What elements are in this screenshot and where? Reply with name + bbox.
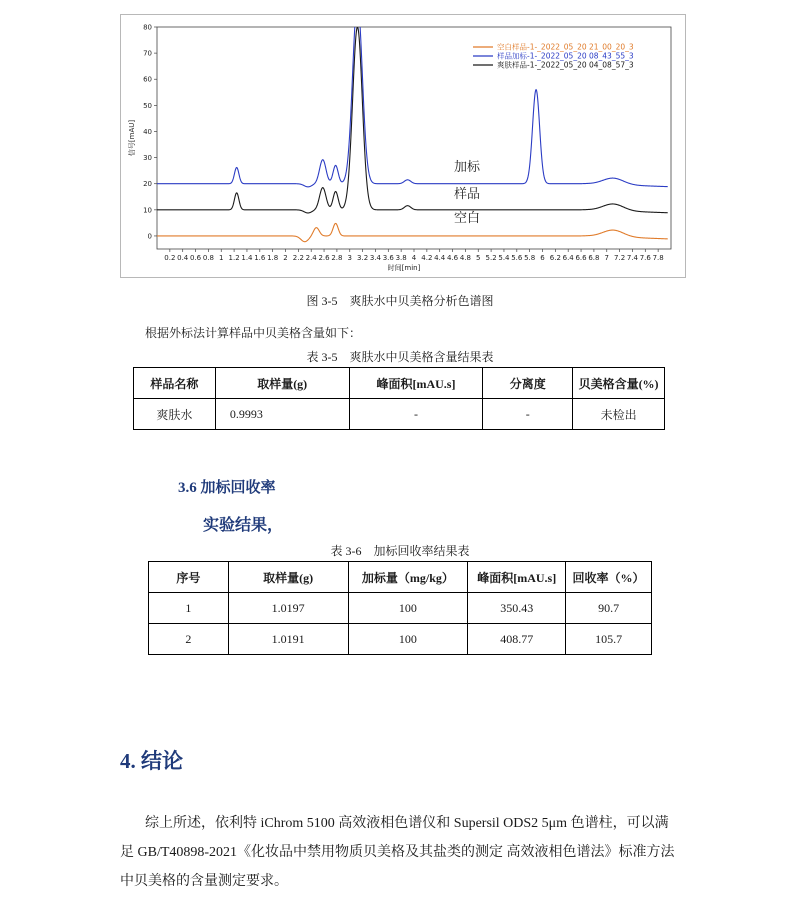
trace-annotation: 样品 (454, 187, 481, 202)
x-tick-label: 2.8 (331, 254, 343, 262)
table-cell: 1.0197 (228, 593, 348, 624)
x-tick-label: 4 (411, 254, 417, 262)
y-tick-label: 70 (143, 49, 152, 58)
x-tick-label: 3.6 (382, 254, 394, 262)
header-cell: 峰面积[mAU.s] (349, 368, 483, 399)
header-cell: 回收率（%） (566, 562, 652, 593)
x-tick-label: 5 (476, 254, 481, 262)
header-cell: 峰面积[mAU.s] (468, 562, 566, 593)
recovery-result-table (148, 561, 652, 655)
header-cell: 序号 (149, 562, 229, 593)
y-axis-label: 信号[mAU] (128, 119, 136, 157)
trace-annotation: 空白 (454, 211, 481, 226)
table-cell: - (349, 399, 483, 430)
series-line (157, 15, 668, 187)
x-tick-label: 7.4 (626, 254, 639, 262)
conclusion-line: 中贝美格的含量测定要求。 (120, 874, 288, 889)
header-cell: 分离度 (483, 368, 573, 399)
x-tick-label: 5.2 (485, 254, 497, 262)
x-tick-label: 4.6 (446, 254, 459, 262)
x-tick-label: 6.4 (562, 254, 574, 262)
header-cell: 样品名称 (134, 368, 216, 399)
section-subheading: 实验结果， (203, 517, 284, 534)
table-header-row (134, 368, 665, 399)
x-tick-label: 2.2 (292, 254, 304, 262)
table-cell: 未检出 (573, 399, 665, 430)
table-row (149, 593, 652, 624)
x-tick-label: 2 (283, 254, 288, 262)
y-tick-label: 40 (143, 127, 152, 136)
x-tick-label: 6.2 (549, 254, 561, 262)
x-tick-label: 1.2 (228, 254, 240, 262)
x-tick-label: 5.4 (498, 254, 510, 262)
y-tick-label: 80 (143, 23, 152, 32)
y-tick-label: 30 (143, 154, 152, 163)
table-cell: 0.9993 (215, 399, 349, 430)
x-axis-label: 时间[min] (387, 264, 421, 272)
x-tick-label: 1.6 (254, 254, 266, 262)
section-heading: 3.6 加标回收率 (178, 480, 276, 496)
y-tick-label: 60 (143, 75, 152, 84)
table-cell: - (483, 399, 573, 430)
content-result-table (133, 367, 665, 430)
series-line (157, 223, 668, 241)
x-tick-label: 1.8 (267, 254, 279, 262)
y-tick-label: 20 (143, 180, 152, 189)
legend-entry: 爽肤样品-1-_2022_05_20 04_08_57_3 (497, 60, 634, 70)
table1-title: 表 3-5 爽肤水中贝美格含量结果表 (306, 350, 494, 364)
table-cell: 350.43 (468, 593, 566, 624)
x-tick-label: 3.8 (395, 254, 407, 262)
table-row (149, 624, 652, 655)
x-tick-label: 0.8 (202, 254, 214, 262)
table-cell: 408.77 (468, 624, 566, 655)
x-tick-label: 3.4 (369, 254, 382, 262)
trace-annotation: 加标 (454, 160, 481, 175)
x-tick-label: 0.2 (164, 254, 176, 262)
table-cell: 1 (149, 593, 229, 624)
y-tick-label: 0 (147, 232, 152, 241)
x-tick-label: 1.4 (241, 254, 253, 262)
x-tick-label: 7 (604, 254, 609, 262)
x-tick-label: 2.6 (318, 254, 330, 262)
legend-entry: 空白样品-1-_2022_05_20 21_00_20_3 (497, 42, 634, 52)
conclusion-line: 综上所述，依利特 iChrom 5100 高效液相色谱仪和 Supersil ODS2 5μm 色谱柱，可以满 (145, 816, 669, 831)
x-tick-label: 6.8 (588, 254, 600, 262)
x-tick-label: 4.2 (421, 254, 433, 262)
conclusion-heading: 4. 结论 (120, 749, 183, 773)
table-cell: 100 (348, 593, 468, 624)
x-tick-label: 2.4 (305, 254, 317, 262)
x-tick-label: 7.2 (614, 254, 626, 262)
table-header-row (149, 562, 652, 593)
intro-text: 根据外标法计算样品中贝美格含量如下： (145, 326, 362, 340)
x-tick-label: 3.2 (357, 254, 369, 262)
header-cell: 贝美格含量(%) (573, 368, 665, 399)
x-tick-label: 4.8 (459, 254, 471, 262)
chromatogram-chart (120, 14, 686, 278)
figure-caption: 图 3-5 爽肤水中贝美格分析色谱图 (306, 294, 494, 308)
conclusion-line: 足 GB/T40898-2021《化妆品中禁用物质贝美格及其盐类的测定 高效液相色谱法》标准方法 (120, 845, 675, 860)
x-tick-label: 7.8 (652, 254, 664, 262)
x-tick-label: 6 (540, 254, 545, 262)
x-tick-label: 7.6 (639, 254, 651, 262)
table2-title: 表 3-6 加标回收率结果表 (330, 544, 470, 558)
x-tick-label: 0.6 (189, 254, 202, 262)
table-cell: 爽肤水 (134, 399, 216, 430)
header-cell: 取样量(g) (228, 562, 348, 593)
table-cell: 105.7 (566, 624, 652, 655)
x-tick-label: 3 (347, 254, 352, 262)
x-tick-label: 4.4 (434, 254, 446, 262)
table-cell: 90.7 (566, 593, 652, 624)
table-row (134, 399, 665, 430)
table-cell: 2 (149, 624, 229, 655)
legend-entry: 样品加标-1-_2022_05_20 08_43_55_3 (497, 51, 634, 61)
x-tick-label: 5.8 (524, 254, 536, 262)
x-tick-label: 0.4 (177, 254, 189, 262)
table-cell: 100 (348, 624, 468, 655)
x-tick-label: 1 (219, 254, 224, 262)
table-cell: 1.0191 (228, 624, 348, 655)
header-cell: 取样量(g) (215, 368, 349, 399)
y-tick-label: 50 (143, 101, 152, 110)
header-cell: 加标量（mg/kg） (348, 562, 468, 593)
y-tick-label: 10 (143, 206, 152, 215)
x-tick-label: 5.6 (511, 254, 523, 262)
x-tick-label: 6.6 (575, 254, 587, 262)
